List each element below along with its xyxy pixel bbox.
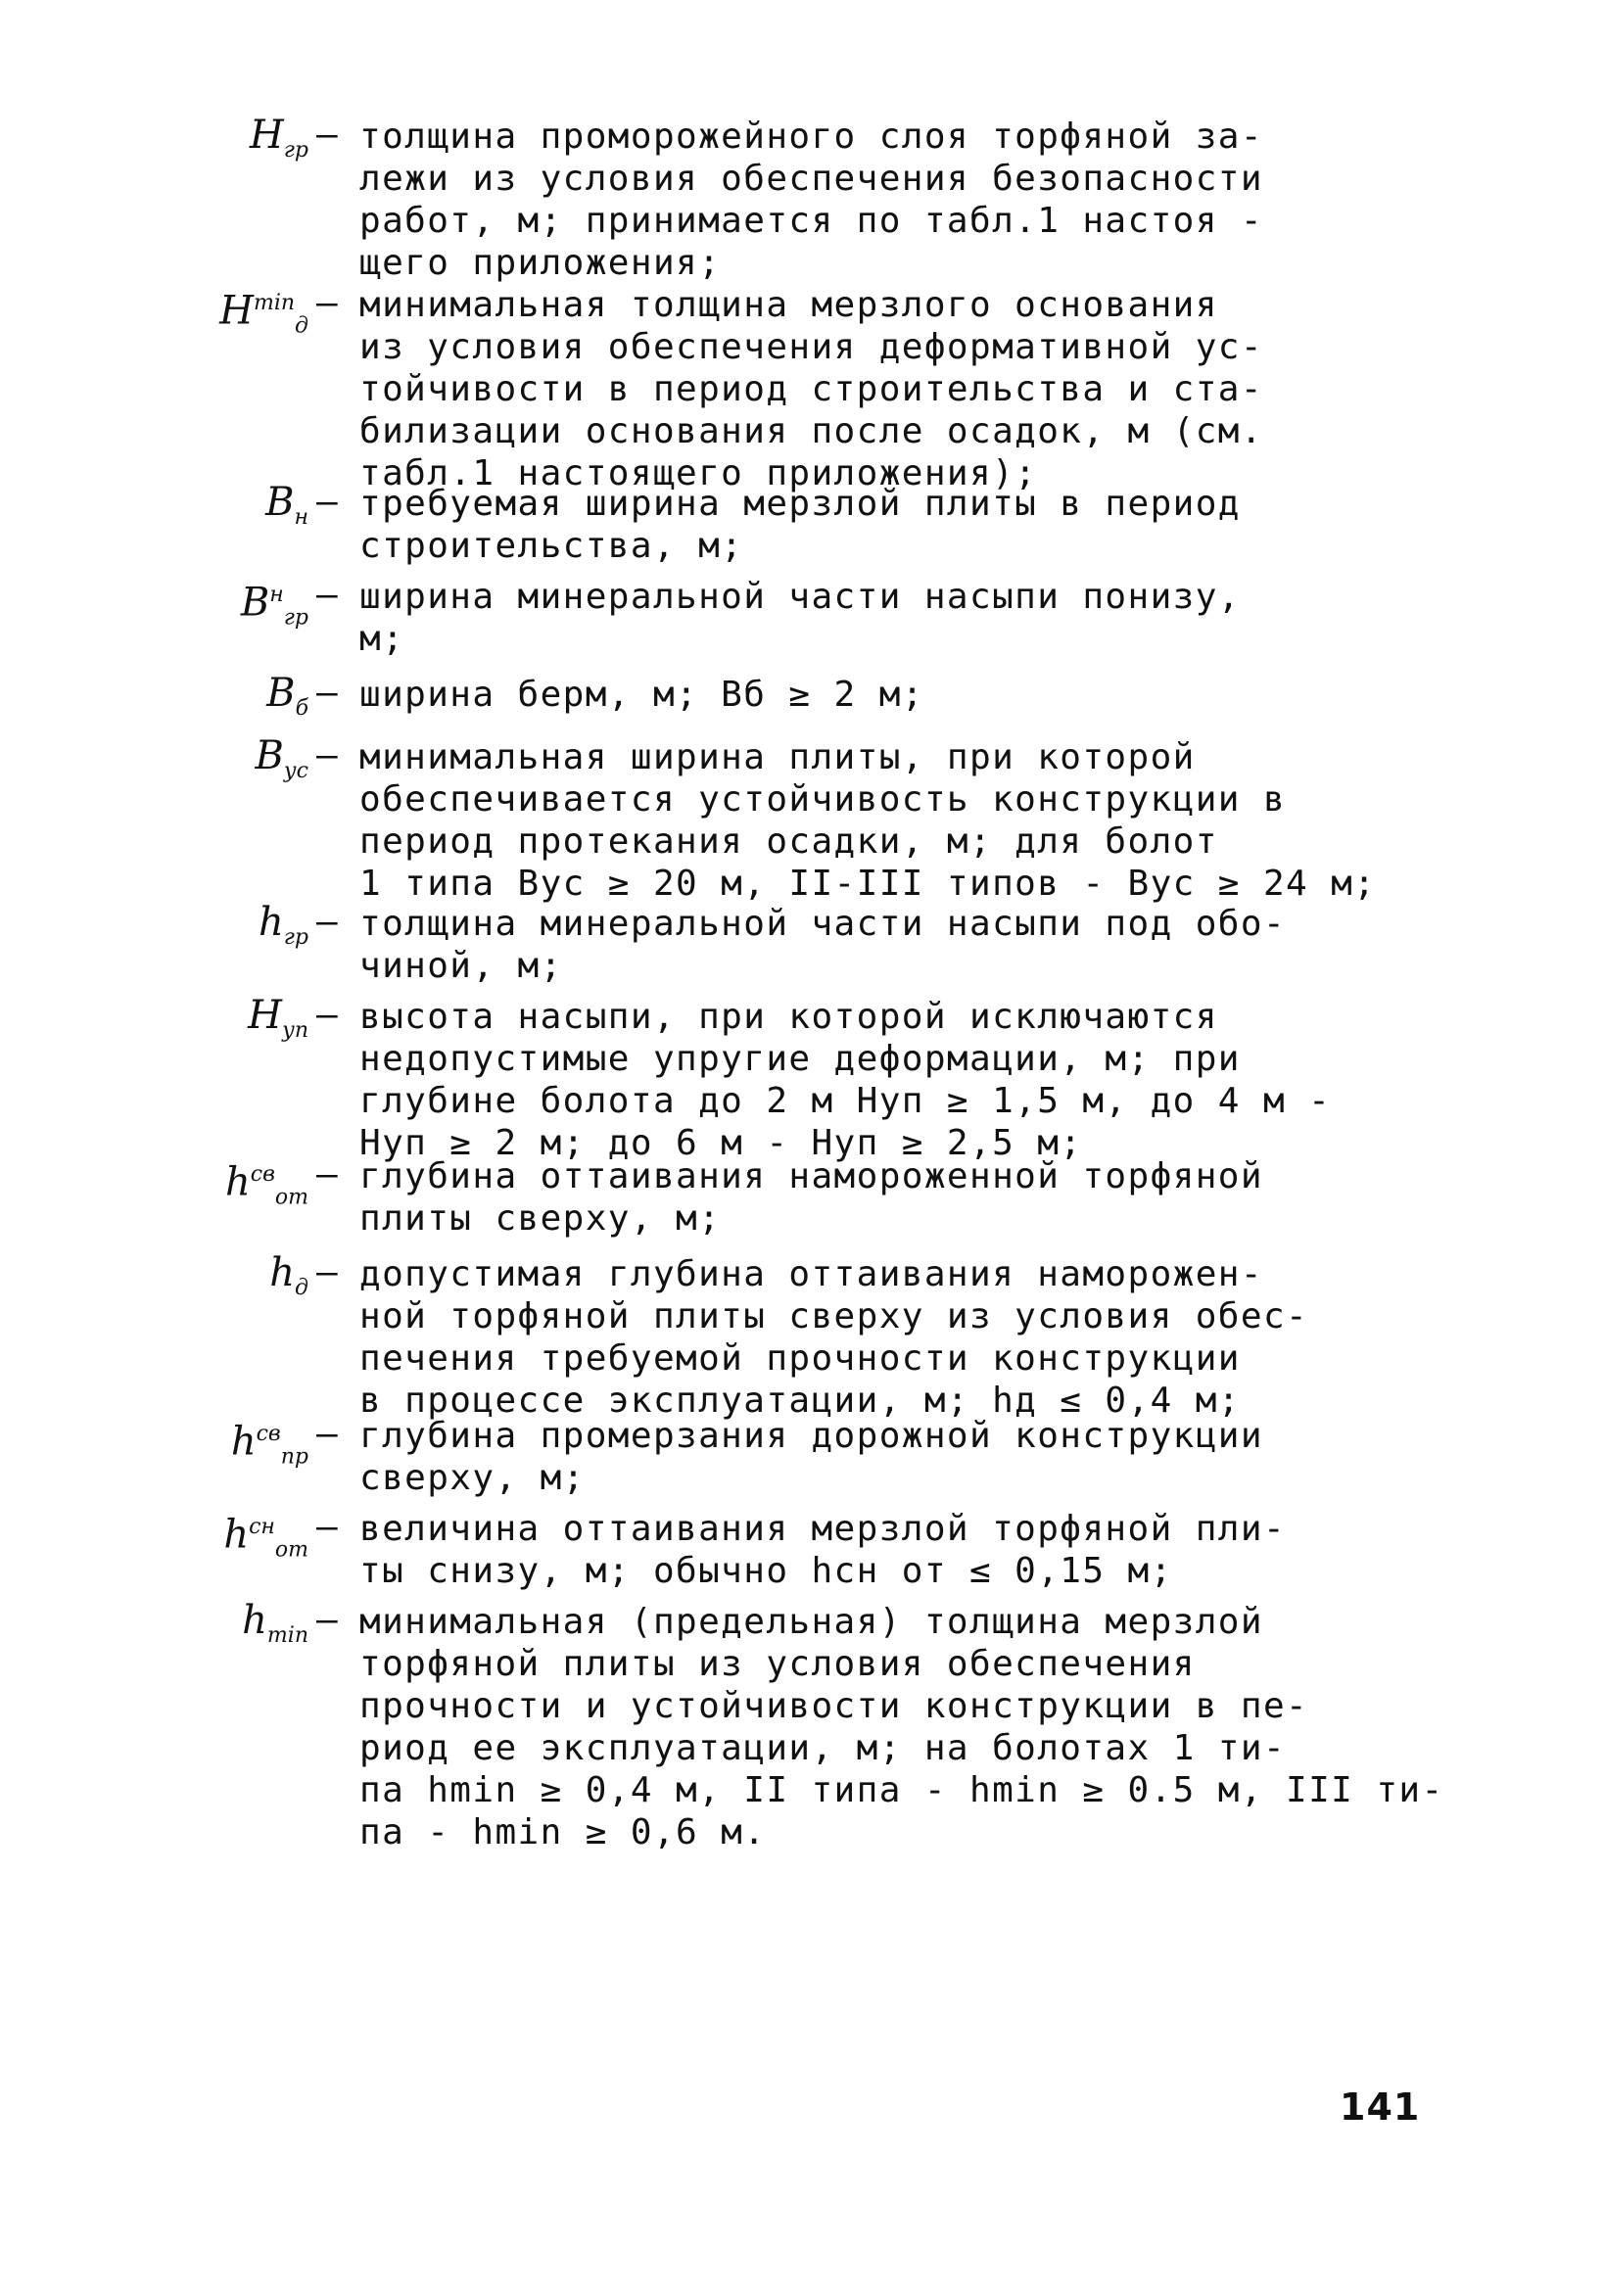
dash: –: [316, 673, 338, 713]
definition-line: па - hmin ≥ 0,6 м.: [359, 1812, 767, 1852]
definition-line: минимальная (предельная) толщина мерзлой: [359, 1602, 1263, 1642]
symbol-sub: ус: [283, 759, 308, 783]
definition-line: глубине болота до 2 м Hуп ≥ 1,5 м, до 4 м -: [359, 1081, 1332, 1121]
symbol-main: B: [240, 580, 270, 626]
symbol: [191, 993, 308, 1051]
symbol-sup: min: [253, 291, 296, 315]
symbol-sup: св: [250, 1162, 275, 1187]
definition-line: сверху, м;: [359, 1458, 586, 1498]
symbol-sup: сн: [249, 1515, 275, 1539]
symbol: [191, 1415, 308, 1476]
definition: [359, 576, 1432, 660]
symbol-sub: б: [295, 696, 308, 721]
symbol: [191, 1508, 308, 1570]
definition-line: прочности и устойчивости конструкции в пе-: [359, 1686, 1309, 1726]
dash: –: [316, 1154, 338, 1195]
definition-line: толщина минеральной части насыпи под обо-: [359, 904, 1287, 944]
symbol: [191, 1155, 308, 1217]
page-number: 141: [1340, 2085, 1421, 2129]
definition-line: лежи из условия обеспечения безопасности: [359, 159, 1263, 199]
dash: –: [316, 1600, 338, 1640]
definition: [359, 736, 1432, 905]
definition-line: ширина минеральной части насыпи понизу,: [359, 577, 1241, 617]
dash: –: [316, 482, 338, 522]
definition-line: ширина берм, м; Bб ≥ 2 м;: [359, 675, 924, 715]
symbol-sub: уп: [282, 1018, 308, 1043]
definition-line: величина оттаивания мерзлой торфяной пли-: [359, 1509, 1287, 1549]
symbol: [191, 671, 308, 728]
dash: –: [316, 995, 338, 1035]
dash: –: [316, 735, 338, 775]
symbol: [191, 576, 308, 637]
symbol: [191, 113, 308, 170]
symbol-sub: н: [294, 505, 308, 530]
definition-line: 1 типа Bус ≥ 20 м, II-III типов - Bус ≥ 24 м;: [359, 864, 1377, 904]
definition-line: риод ее эксплуатации, м; на болотах 1 ти-: [359, 1728, 1287, 1768]
definition-line: м;: [359, 619, 405, 659]
dash: –: [316, 1252, 338, 1292]
definition: [359, 483, 1432, 567]
symbol-main: h: [259, 900, 284, 945]
definition-line: торфяной плиты из условия обеспечения: [359, 1644, 1196, 1684]
symbol-sub: гр: [283, 138, 308, 163]
symbol-sup: св: [256, 1422, 281, 1446]
definition-line: Hуп ≥ 2 м; до 6 м - Hуп ≥ 2,5 м;: [359, 1123, 1083, 1163]
symbol-sub: от: [274, 1537, 308, 1563]
definition-line: минимальная толщина мерзлого основания: [359, 285, 1218, 325]
symbol: [191, 733, 308, 791]
definition: [359, 1415, 1432, 1499]
symbol-main: H: [219, 288, 254, 334]
definition-line: глубина промерзания дорожной конструкции: [359, 1416, 1263, 1456]
definition-line: работ, м; принимается по табл.1 настоя -: [359, 201, 1263, 241]
definition-line: строительства, м;: [359, 526, 744, 566]
definition-line: период протекания осадки, м; для болот: [359, 821, 1218, 862]
dash: –: [316, 902, 338, 942]
definition-line: ты снизу, м; обычно hсн от ≤ 0,15 м;: [359, 1551, 1173, 1591]
symbol-main: h: [242, 1598, 267, 1643]
definition-line: высота насыпи, при которой исключаются: [359, 997, 1218, 1037]
symbol-sub: пр: [280, 1444, 308, 1470]
symbol-main: B: [265, 480, 295, 525]
symbol-main: h: [269, 1250, 296, 1295]
definition-line: па hmin ≥ 0,4 м, II типа - hmin ≥ 0.5 м, III ти-: [359, 1770, 1444, 1810]
definition: [359, 996, 1432, 1164]
definition-line: печения требуемой прочности конструкции: [359, 1338, 1241, 1379]
definition-line: из условия обеспечения деформативной ус-: [359, 327, 1263, 367]
definition-line: толщина проморожейного слоя торфяной за-: [359, 117, 1263, 157]
definition: [359, 903, 1432, 987]
definition-line: недопустимые упругие деформации, м; при: [359, 1039, 1241, 1079]
definition-line: чиной, м;: [359, 946, 563, 986]
dash: –: [316, 575, 338, 615]
symbol: [191, 900, 308, 958]
symbol-sub: min: [266, 1623, 308, 1648]
symbol-main: h: [223, 1512, 250, 1558]
symbol-sub: д: [295, 313, 308, 339]
dash: –: [316, 283, 338, 323]
symbol-main: B: [255, 733, 284, 778]
definition-line: щего приложения;: [359, 243, 722, 283]
symbol-sub: от: [274, 1185, 308, 1210]
definition-line: табл.1 настоящего приложения);: [359, 453, 1038, 493]
dash: –: [316, 1507, 338, 1547]
definition-line: билизации основания после осадок, м (см.: [359, 411, 1263, 451]
definition-line: глубина оттаивания намороженной торфяной: [359, 1156, 1263, 1196]
symbol-sup: н: [269, 583, 284, 607]
definition: [359, 284, 1432, 494]
symbol-main: H: [248, 993, 283, 1038]
symbol-sub: гр: [283, 925, 308, 950]
definition-line: минимальная ширина плиты, при которой: [359, 737, 1196, 777]
definition-line: тойчивости в период строительства и ста-: [359, 369, 1263, 409]
definition-line: допустимая глубина оттаивания наморожен-: [359, 1254, 1263, 1294]
definition: [359, 1601, 1444, 1853]
symbol-main: h: [230, 1419, 257, 1465]
symbol: [191, 284, 308, 346]
definition-line: плиты сверху, м;: [359, 1198, 722, 1239]
symbol: [191, 480, 308, 538]
definition: [359, 116, 1432, 284]
symbol-main: H: [249, 113, 284, 158]
definition: [359, 1155, 1432, 1240]
definition: [359, 674, 1432, 716]
definition-line: обеспечивается устойчивость конструкции в: [359, 779, 1287, 820]
definition-line: в процессе эксплуатации, м; hд ≤ 0,4 м;: [359, 1381, 1241, 1421]
definition-line: ной торфяной плиты сверху из условия обес-: [359, 1296, 1309, 1336]
definition: [359, 1508, 1432, 1592]
symbol: [191, 1250, 308, 1308]
symbol-sub: гр: [283, 605, 308, 631]
symbol-main: h: [224, 1159, 251, 1205]
definition: [359, 1253, 1432, 1422]
symbol: [191, 1598, 308, 1656]
dash: –: [316, 115, 338, 155]
symbol-main: B: [266, 671, 296, 716]
symbol-sub: д: [295, 1276, 308, 1300]
dash: –: [316, 1414, 338, 1454]
definition-line: требуемая ширина мерзлой плиты в период: [359, 484, 1241, 524]
